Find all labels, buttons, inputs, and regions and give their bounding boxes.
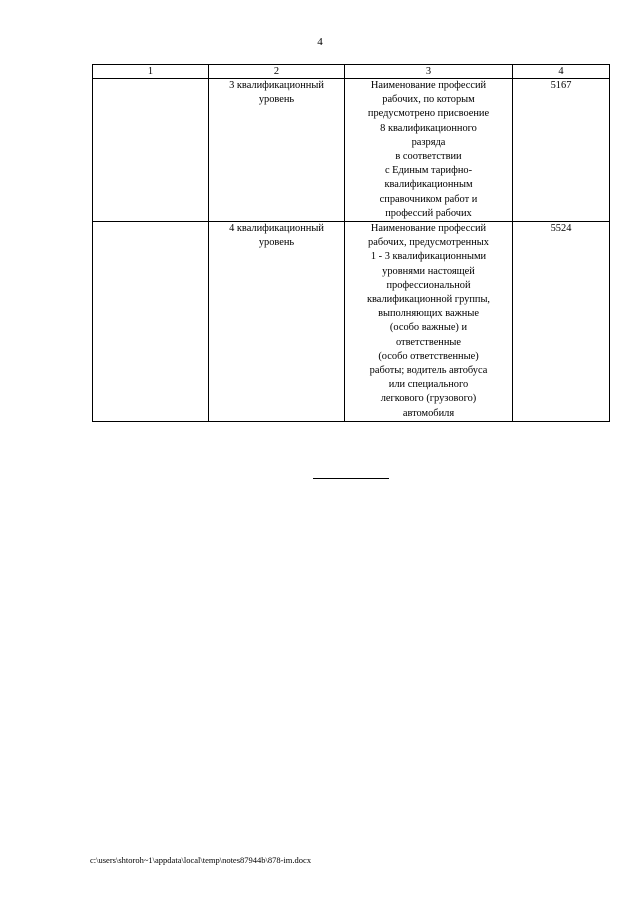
level-line: 3 квалификационный xyxy=(229,80,324,91)
professions-line: автомобиля xyxy=(402,407,455,419)
professions-line: предусмотрено присвоение xyxy=(367,108,490,120)
professions-line: или специального xyxy=(388,379,469,391)
professions-line: (особо важные) и xyxy=(389,322,468,334)
header-col-3: 3 xyxy=(345,65,513,79)
page-number: 4 xyxy=(317,36,323,48)
footer-file-path: c:\users\shtoroh~1\appdata\local\temp\notes87944b\878-im.docx xyxy=(90,855,312,865)
header-col-2: 2 xyxy=(209,65,345,79)
salary-cell: 5167 xyxy=(513,79,610,222)
end-divider xyxy=(313,478,389,479)
professions-line: Наименование профессий xyxy=(370,80,487,91)
professions-line: (особо ответственные) xyxy=(378,350,479,362)
header-col-4: 4 xyxy=(513,65,610,79)
professions-line: уровнями настоящей xyxy=(382,265,475,277)
professions-line: Наименование профессий xyxy=(370,223,487,235)
professions-line: работы; водитель автобуса xyxy=(369,365,488,377)
group-cell xyxy=(93,222,209,422)
professions-line: рабочих, предусмотренных xyxy=(368,237,489,249)
table-row xyxy=(93,222,610,422)
professions-line: ответственные xyxy=(395,336,462,348)
professions-line: разряда xyxy=(411,136,446,148)
professions-line: в соответствии xyxy=(395,151,462,163)
professions-line: профессиональной xyxy=(386,279,471,291)
level-line: уровень xyxy=(258,94,295,106)
qualification-table xyxy=(92,64,610,422)
table-row xyxy=(93,79,610,222)
professions-line: квалификационным xyxy=(384,179,473,191)
professions-line: 8 квалификационного xyxy=(380,122,477,134)
professions-line: с Единым тарифно- xyxy=(384,165,473,177)
level-line: уровень xyxy=(258,237,295,249)
header-col-1: 1 xyxy=(93,65,209,79)
level-cell xyxy=(209,222,345,422)
professions-line: квалификационной группы, xyxy=(366,294,491,306)
professions-line: рабочих, по которым xyxy=(382,94,475,106)
professions-cell xyxy=(345,222,513,422)
professions-line: легкового (грузового) xyxy=(380,393,477,405)
level-line: 4 квалификационный xyxy=(229,223,324,235)
table-header-row xyxy=(93,65,610,79)
professions-line: профессий рабочих xyxy=(385,207,472,219)
professions-line: справочником работ и xyxy=(379,193,478,205)
professions-cell xyxy=(345,79,513,222)
salary-cell: 5524 xyxy=(513,222,610,422)
professions-line: 1 - 3 квалификационными xyxy=(370,251,487,263)
professions-line: выполняющих важные xyxy=(378,308,479,320)
level-cell xyxy=(209,79,345,222)
group-cell xyxy=(93,79,209,222)
